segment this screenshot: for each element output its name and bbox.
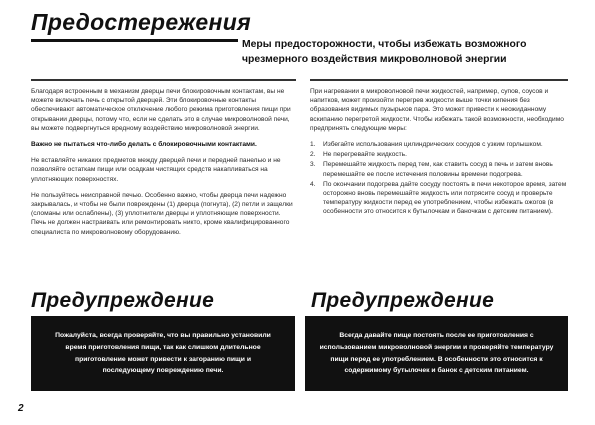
list-item — [310, 150, 568, 159]
warning-text: Пожалуйста, всегда проверяйте, что вы правильно установили время приготовления пищи, так как слишком длительное приготовление может привести к загоранию пищи и последующему повреждению печи. — [55, 332, 271, 375]
list-item — [310, 180, 568, 217]
list-item-text: Избегайте использования цилиндрических сосудов с узким горлышком. — [323, 141, 543, 149]
page-number: 2 — [18, 403, 24, 414]
intro-paragraph: При нагревании в микроволновой печи жидкостей, например, супов, соусов и напитков, может произойти перегрев жидкости выше точки кипения без образования видимых пузырьков пара. Это может привести к неожиданному вскипанию перегретой жидкости. Чтобы избежать такой возможности, необходимо предпринять следующие меры: — [310, 88, 564, 132]
warning-title-right: Предупреждение — [311, 289, 495, 312]
warning-box-left — [31, 316, 295, 391]
list-item-text: По окончании подогрева дайте сосуду постоять в печи некоторое время, затем осторожно вновь перемешайте жидкость или потрясите сосуд и проверьте температуру жидкости перед ее употреблением, чтобы избежать ожогов (в особенности это относится к бутылочкам и баночкам с детским питанием). — [323, 180, 567, 216]
paragraph: Печь не должен настраивать или ремонтировать никто, кроме квалифицированного специалиста по микроволновому оборудованию. — [31, 219, 290, 236]
list-item-number: 3. — [310, 161, 316, 169]
warning-title-left: Предупреждение — [31, 289, 215, 312]
list-item-number: 2. — [310, 151, 316, 159]
title-underline — [31, 39, 238, 42]
paragraph: Благодаря встроенным в механизм дверцы печи блокировочным контактам, вы не можете включать печь с открытой дверцей. Эти блокировочные контакты обеспечивают автоматическое отключение любого режима приготовления пищи при открывании дверцы, потому что, если не сделать это в случае микроволновой печи, вы можете подвергнуться вредному воздействию микроволновой энергии. — [31, 88, 291, 132]
paragraph: Не вставляйте никаких предметов между дверцей печи и передней панелью и не позволяйте остаткам пищи или осадкам чистящих средств накапливаться на уплотняющих поверхностях. — [31, 157, 281, 183]
right-column — [310, 87, 568, 218]
right-column-rule — [310, 79, 568, 81]
paragraph: Не пользуйтесь неисправной печью. Особенно важно, чтобы дверца печи надежно закрывалась, и чтобы не были повреждены (1) дверца (погнута), (2) петли и защелки (сломаны или ослаблены), (3) уплотнители дверцы и уплотняющие поверхности. — [31, 191, 293, 218]
left-column — [31, 87, 293, 244]
list-item — [310, 140, 568, 149]
bold-notice: Важно не пытаться что-либо делать с блокировочными контактами. — [31, 141, 257, 149]
precaution-list — [310, 140, 568, 217]
left-column-rule — [31, 79, 296, 81]
list-item-number: 1. — [310, 141, 316, 149]
warning-box-right — [305, 316, 568, 391]
list-item-text: Перемешайте жидкость перед тем, как ставить сосуд в печь и затем вновь перемешайте ее после истечения половины времени подогрева. — [323, 161, 553, 178]
page-subtitle: Меры предосторожности, чтобы избежать возможного чрезмерного воздействия микроволновой энергии — [242, 39, 527, 65]
list-item-text: Не перегревайте жидкость. — [323, 151, 407, 159]
list-item — [310, 160, 568, 178]
page-title: Предостережения — [31, 9, 251, 35]
list-item-number: 4. — [310, 180, 316, 188]
warning-text: Всегда давайте пище постоять после ее приготовления с использованием микроволновой энергии и проверяйте температуру пищи перед ее употреблением. В особенности это относится к содержимому бутылочек и банок с детским питанием. — [319, 332, 554, 375]
